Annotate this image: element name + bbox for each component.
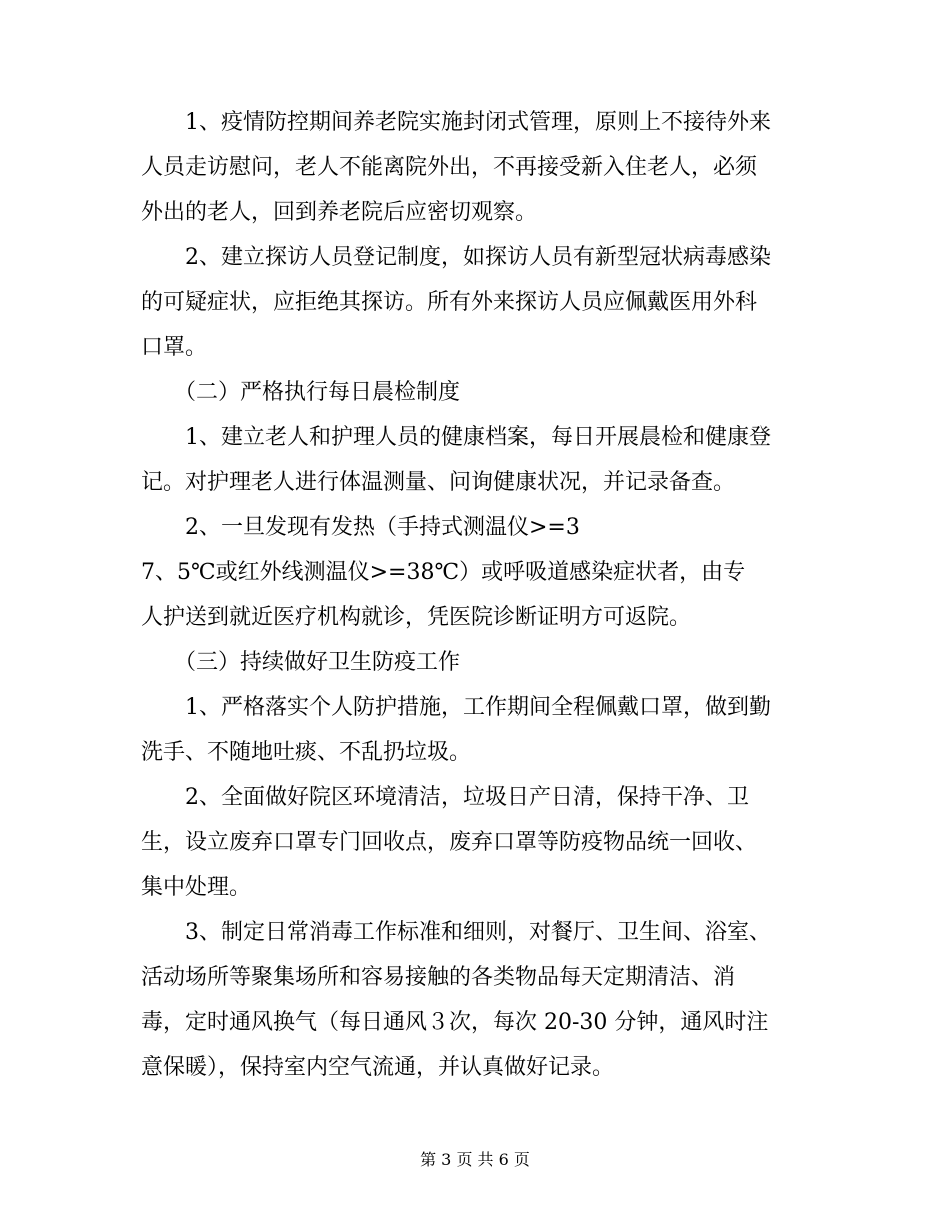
text-line: 人护送到就近医疗机构就诊，凭医院诊断证明方可返院。 <box>141 605 692 630</box>
text-line: 2、建立探访人员登记制度，如探访人员有新型冠状病毒感染 <box>141 245 771 270</box>
text-line: 1、建立老人和护理人员的健康档案，每日开展晨检和健康登 <box>141 425 771 450</box>
text-line: 2、全面做好院区环境清洁，垃圾日产日清，保持干净、卫 <box>141 785 749 810</box>
text-line: 生，设立废弃口罩专门回收点，废弃口罩等防疫物品统一回收、 <box>141 830 758 855</box>
text-line: 2、一旦发现有发热（手持式测温仪>=3 <box>141 515 580 540</box>
text-line: 毒，定时通风换气（每日通风３次，每次 20-30 分钟，通风时注 <box>141 1010 769 1035</box>
text-line: 的可疑症状，应拒绝其探访。所有外来探访人员应佩戴医用外科 <box>141 290 758 315</box>
text-line: 口罩。 <box>141 335 208 360</box>
page-footer: 第 3 页 共 6 页 <box>420 1150 530 1169</box>
text-line: 记。对护理老人进行体温测量、问询健康状况，并记录备查。 <box>141 470 736 495</box>
text-line: 集中处理。 <box>141 875 252 900</box>
text-line: 人员走访慰问，老人不能离院外出，不再接受新入住老人，必须 <box>141 155 758 180</box>
text-line: 1、严格落实个人防护措施，工作期间全程佩戴口罩，做到勤 <box>141 695 771 720</box>
text-line: 7、5℃或红外线测温仪>=38℃）或呼吸道感染症状者，由专 <box>141 560 746 585</box>
text-line: 意保暖），保持室内空气流通，并认真做好记录。 <box>141 1055 615 1080</box>
text-line: 3、制定日常消毒工作标准和细则，对餐厅、卫生间、浴室、 <box>141 920 771 945</box>
section-heading: （三）持续做好卫生防疫工作 <box>141 650 461 675</box>
section-heading: （二）严格执行每日晨检制度 <box>141 380 461 405</box>
text-line: 活动场所等聚集场所和容易接触的各类物品每天定期清洁、消 <box>141 965 736 990</box>
text-line: 外出的老人，回到养老院后应密切观察。 <box>141 200 538 225</box>
text-line: 洗手、不随地吐痰、不乱扔垃圾。 <box>141 740 472 765</box>
text-line: 1、疫情防控期间养老院实施封闭式管理，原则上不接待外来 <box>141 110 771 135</box>
